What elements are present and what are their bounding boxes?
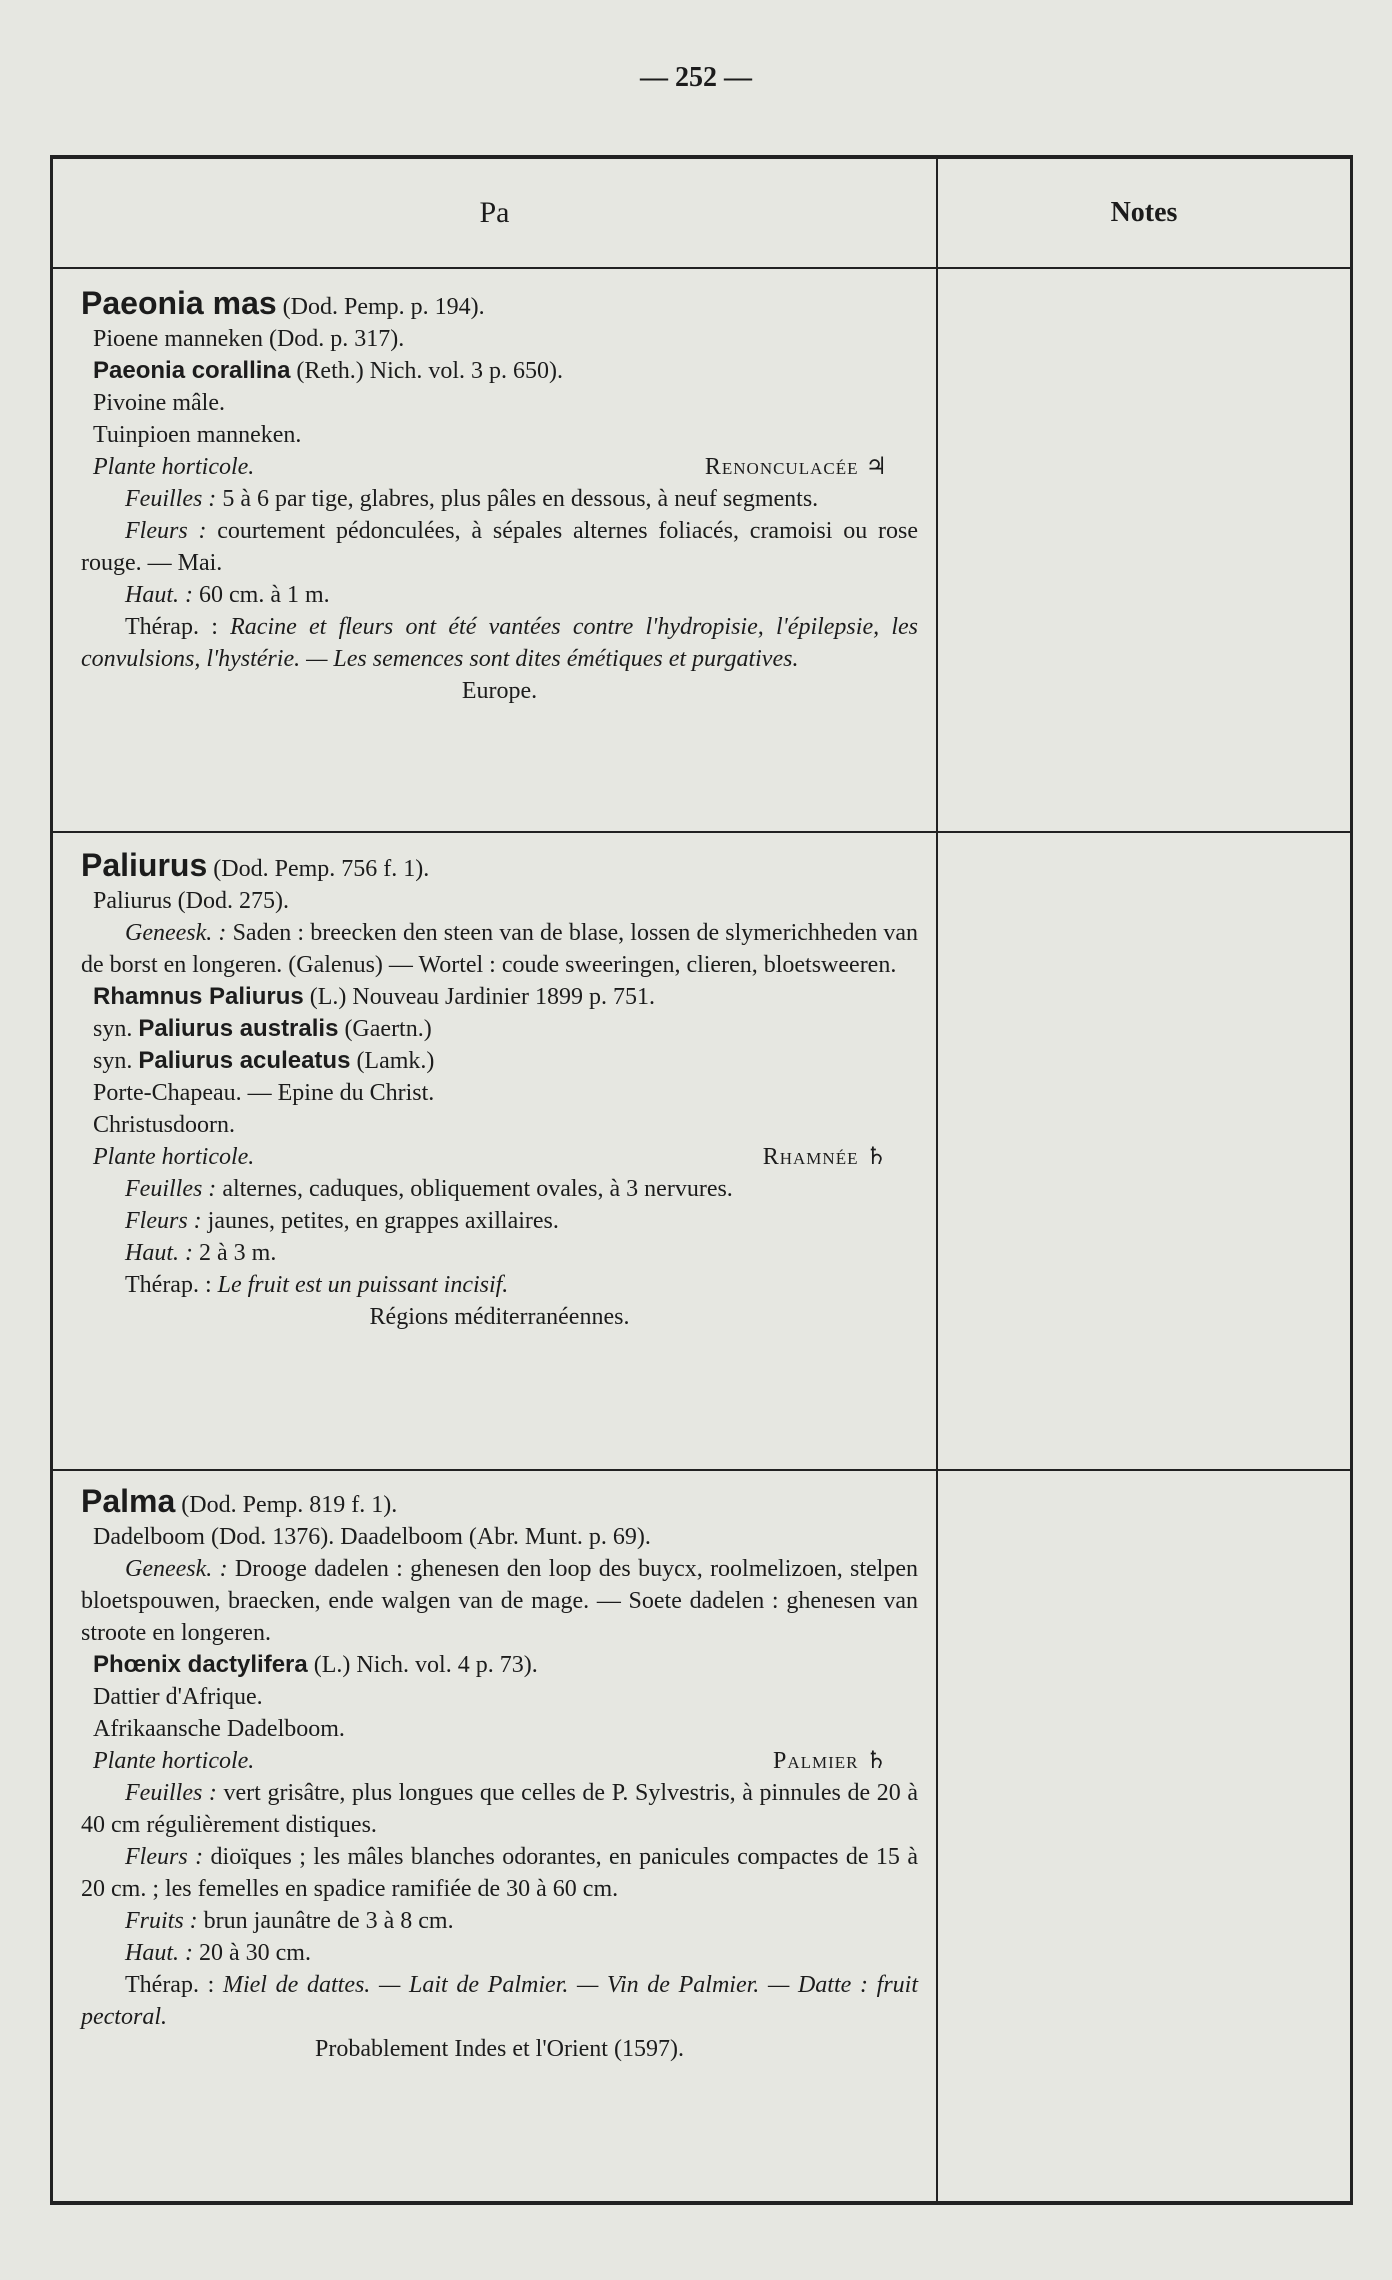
height-label: Haut. : (125, 1940, 193, 1966)
botanical-reference: (Reth.) Nich. vol. 3 p. 650). (290, 358, 564, 384)
genus-reference: (Dod. Pemp. 756 f. 1). (207, 856, 430, 882)
genus-name: Paliurus (81, 847, 208, 883)
main-column-header: Pa (479, 196, 510, 229)
french-name: Porte-Chapeau. — Epine du Christ. (93, 1080, 435, 1106)
botanical-name: Paeonia corallina (93, 357, 291, 384)
flowers-text: jaunes, petites, en grappes axillaires. (201, 1208, 559, 1234)
genus-name: Palma (81, 1483, 176, 1519)
region: Régions méditerranéennes. (369, 1304, 630, 1330)
page-number: — 252 — (640, 62, 752, 93)
height-text: 60 cm. à 1 m. (193, 582, 330, 608)
leaves-text: vert grisâtre, plus longues que celles de P. Sylvestris, à pinnules de 20 à 40 cm régulièrement distiques. (81, 1780, 918, 1838)
herbal-table (50, 155, 1353, 2205)
plant-type: Plante horticole. (93, 1144, 255, 1170)
botanical-name: Phœnix dactylifera (93, 1651, 308, 1678)
synonym-reference: (Lamk.) (350, 1048, 435, 1074)
entry-paeonia-mas (53, 283, 936, 707)
dutch-name: Christusdoorn. (93, 1112, 236, 1138)
leaves-text: alternes, caduques, obliquement ovales, à 3 nervures. (216, 1176, 733, 1202)
medicinal-label: Geneesk. : (125, 1556, 228, 1582)
vernacular-name: Pioene manneken (Dod. p. 317). (93, 326, 405, 352)
region: Probablement Indes et l'Orient (1597). (315, 2036, 684, 2062)
flowers-label: Fleurs : (125, 1208, 202, 1234)
therapy-label: Thérap. : (125, 614, 231, 640)
synonym-reference: (Gaertn.) (338, 1016, 432, 1042)
fruits-text: brun jaunâtre de 3 à 8 cm. (197, 1908, 454, 1934)
plant-family: Rhamnée ♄ (762, 1144, 888, 1170)
plant-family: Renonculacée ♃ (704, 454, 888, 480)
height-text: 2 à 3 m. (193, 1240, 277, 1266)
genus-name: Paeonia mas (81, 285, 277, 321)
medicinal-text: Saden : breecken den steen van de blase, lossen de slymerichheden van de borst en longeren. (Galenus) — Wortel : coude sweeringen, clieren, bloetsweeren. (81, 920, 918, 978)
plant-type: Plante horticole. (93, 454, 255, 480)
therapy-text: Racine et fleurs ont été vantées contre l'hydropisie, l'épilepsie, les convulsions, l'hystérie. — Les semences sont dites émétiques et purgatives. (81, 614, 919, 672)
synonym-prefix: syn. (93, 1048, 139, 1074)
therapy-label: Thérap. : (125, 1272, 218, 1298)
genus-reference: (Dod. Pemp. 819 f. 1). (175, 1492, 398, 1518)
genus-reference: (Dod. Pemp. p. 194). (276, 294, 485, 320)
header-rule (53, 267, 1350, 269)
flowers-text: courtement pédonculées, à sépales alternes foliacés, cramoisi ou rose rouge. — Mai. (81, 518, 918, 576)
entry-palma (53, 1481, 936, 2065)
therapy-text: Miel de dattes. — Lait de Palmier. — Vin de Palmier. — Datte : fruit pectoral. (81, 1972, 918, 2030)
leaves-label: Feuilles : (125, 1176, 217, 1202)
plant-type: Plante horticole. (93, 1748, 255, 1774)
height-label: Haut. : (125, 1240, 193, 1266)
region: Europe. (461, 678, 538, 704)
height-text: 20 à 30 cm. (193, 1940, 311, 1966)
dutch-name: Tuinpioen manneken. (93, 422, 302, 448)
therapy-label: Thérap. : (125, 1972, 223, 1998)
entry-divider (53, 1469, 1350, 1471)
vernacular-name: Paliurus (Dod. 275). (93, 888, 289, 914)
french-name: Dattier d'Afrique. (93, 1684, 263, 1710)
botanical-name: Rhamnus Paliurus (93, 983, 304, 1010)
fruits-label: Fruits : (125, 1908, 198, 1934)
french-name: Pivoine mâle. (93, 390, 225, 416)
synonym-name: Paliurus aculeatus (138, 1047, 351, 1074)
plant-family: Palmier ♄ (772, 1748, 888, 1774)
medicinal-text: Drooge dadelen : ghenesen den loop des buycx, roolmelizoen, stelpen bloetspouwen, braecken, ende walgen van de mage. — Soete dadelen : ghenesen van stroote en longeren. (81, 1556, 918, 1646)
dutch-name: Afrikaansche Dadelboom. (93, 1716, 345, 1742)
synonym-prefix: syn. (93, 1016, 139, 1042)
flowers-label: Fleurs : (125, 1844, 204, 1870)
synonym-name: Paliurus australis (138, 1015, 339, 1042)
entry-paliurus (53, 845, 936, 1333)
leaves-label: Feuilles : (125, 486, 217, 512)
botanical-reference: (L.) Nich. vol. 4 p. 73). (307, 1652, 538, 1678)
therapy-text: Le fruit est un puissant incisif. (217, 1272, 509, 1298)
column-divider (936, 159, 938, 2201)
leaves-label: Feuilles : (125, 1780, 217, 1806)
medicinal-label: Geneesk. : (125, 920, 227, 946)
leaves-text: 5 à 6 par tige, glabres, plus pâles en dessous, à neuf segments. (216, 486, 819, 512)
flowers-text: dioïques ; les mâles blanches odorantes, en panicules compactes de 15 à 20 cm. ; les femelles en spadice ramifiée de 30 à 60 cm. (81, 1844, 919, 1902)
botanical-reference: (L.) Nouveau Jardinier 1899 p. 751. (303, 984, 655, 1010)
vernacular-name: Dadelboom (Dod. 1376). Daadelboom (Abr. Munt. p. 69). (93, 1524, 651, 1550)
entry-divider (53, 831, 1350, 833)
flowers-label: Fleurs : (125, 518, 207, 544)
notes-column-header: Notes (1110, 197, 1178, 228)
height-label: Haut. : (125, 582, 193, 608)
